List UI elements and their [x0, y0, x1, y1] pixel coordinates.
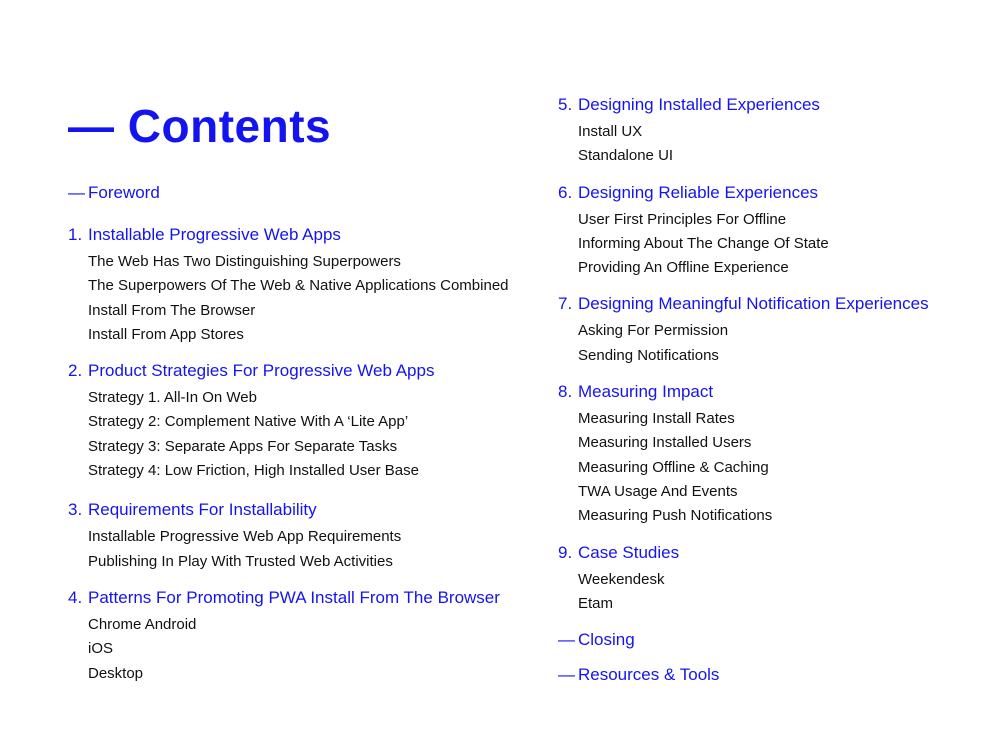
- toc-item[interactable]: Strategy 1. All-In On Web: [88, 389, 257, 407]
- contents-right-column: [558, 93, 929, 690]
- toc-section-heading[interactable]: [558, 663, 929, 690]
- toc-item[interactable]: Weekendesk: [578, 570, 665, 588]
- toc-item[interactable]: User First Principles For Offline: [578, 210, 787, 228]
- section-title: Product Strategies For Progressive Web Apps: [88, 361, 435, 381]
- section-number: 4.: [68, 587, 83, 607]
- section-title: Measuring Impact: [578, 382, 714, 402]
- section-number: 8.: [558, 382, 573, 402]
- page-title: — Contents: [68, 99, 332, 152]
- toc-item[interactable]: Measuring Offline & Caching: [578, 458, 769, 476]
- toc-item[interactable]: Measuring Installed Users: [578, 434, 752, 452]
- toc-item[interactable]: The Web Has Two Distinguishing Superpowers: [88, 253, 401, 270]
- toc-section-heading[interactable]: [558, 628, 929, 655]
- toc-item[interactable]: Install UX: [578, 123, 643, 140]
- toc-item[interactable]: Strategy 4: Low Friction, High Installed User Base: [88, 462, 419, 480]
- section-title: Closing: [578, 630, 635, 650]
- toc-section-heading[interactable]: [558, 541, 929, 568]
- toc-section-heading[interactable]: [558, 93, 929, 120]
- section-title: Resources & Tools: [578, 665, 720, 685]
- toc-item[interactable]: iOS: [88, 640, 114, 658]
- toc-item[interactable]: Measuring Install Rates: [578, 410, 735, 428]
- toc-section: [558, 663, 929, 690]
- toc-item[interactable]: Strategy 3: Separate Apps For Separate Tasks: [88, 437, 398, 455]
- section-title: Designing Reliable Experiences: [578, 182, 819, 202]
- section-title: Patterns For Promoting PWA Install From The Browser: [88, 587, 500, 607]
- toc-item[interactable]: Strategy 2: Complement Native With A ‘Lite App’: [88, 413, 409, 431]
- toc-item[interactable]: Install From The Browser: [88, 301, 256, 319]
- section-number: 5.: [558, 95, 573, 114]
- toc-item[interactable]: Install From App Stores: [88, 325, 244, 343]
- toc-item[interactable]: TWA Usage And Events: [578, 482, 738, 500]
- toc-item[interactable]: Sending Notifications: [578, 346, 719, 364]
- toc-item[interactable]: Publishing In Play With Trusted Web Activities: [88, 552, 393, 570]
- section-title: Foreword: [88, 183, 160, 202]
- toc-section: [68, 586, 509, 686]
- toc-item[interactable]: Etam: [578, 594, 614, 612]
- section-number: 9.: [558, 542, 573, 562]
- section-title: Requirements For Installability: [88, 500, 317, 520]
- toc-section-heading[interactable]: [68, 223, 509, 250]
- toc-item[interactable]: Chrome Android: [88, 615, 197, 633]
- toc-section: [558, 93, 929, 169]
- section-number: —: [558, 630, 575, 650]
- section-title: Designing Meaningful Notification Experiences: [578, 294, 929, 314]
- toc-item[interactable]: Informing About The Change Of State: [578, 234, 829, 252]
- toc-section: [68, 498, 509, 574]
- toc-section: [68, 181, 509, 208]
- section-number: —: [68, 183, 85, 202]
- section-title: Case Studies: [578, 542, 680, 562]
- toc-item[interactable]: Asking For Permission: [578, 322, 729, 340]
- toc-item[interactable]: Desktop: [88, 664, 144, 682]
- toc-section-heading[interactable]: [68, 498, 509, 525]
- section-title: Designing Installed Experiences: [578, 95, 820, 114]
- toc-section-heading[interactable]: [558, 292, 929, 319]
- toc-item[interactable]: Standalone UI: [578, 147, 674, 165]
- toc-section-heading[interactable]: [558, 380, 929, 407]
- toc-item[interactable]: The Superpowers Of The Web & Native Applications Combined: [88, 277, 509, 295]
- toc-item[interactable]: Providing An Offline Experience: [578, 259, 789, 277]
- toc-section-heading[interactable]: [68, 359, 509, 386]
- section-title: Installable Progressive Web Apps: [88, 225, 341, 244]
- section-number: 2.: [68, 361, 83, 381]
- section-number: —: [558, 665, 575, 685]
- toc-section: [558, 380, 929, 528]
- contents-left-column: [68, 181, 509, 686]
- toc-item[interactable]: Measuring Push Notifications: [578, 507, 773, 525]
- toc-section-heading[interactable]: [68, 586, 509, 613]
- toc-section-heading[interactable]: [558, 181, 929, 208]
- toc-section: [68, 223, 509, 347]
- toc-section: [558, 628, 929, 655]
- section-number: 6.: [558, 182, 573, 202]
- toc-section: [558, 292, 929, 368]
- toc-item[interactable]: Installable Progressive Web App Requirements: [88, 528, 402, 546]
- section-number: 1.: [68, 225, 83, 244]
- toc-section: [558, 541, 929, 617]
- toc-section: [558, 181, 929, 281]
- section-number: 7.: [558, 294, 573, 314]
- section-number: 3.: [68, 500, 83, 520]
- toc-section: [68, 359, 509, 483]
- toc-section-heading[interactable]: [68, 181, 509, 208]
